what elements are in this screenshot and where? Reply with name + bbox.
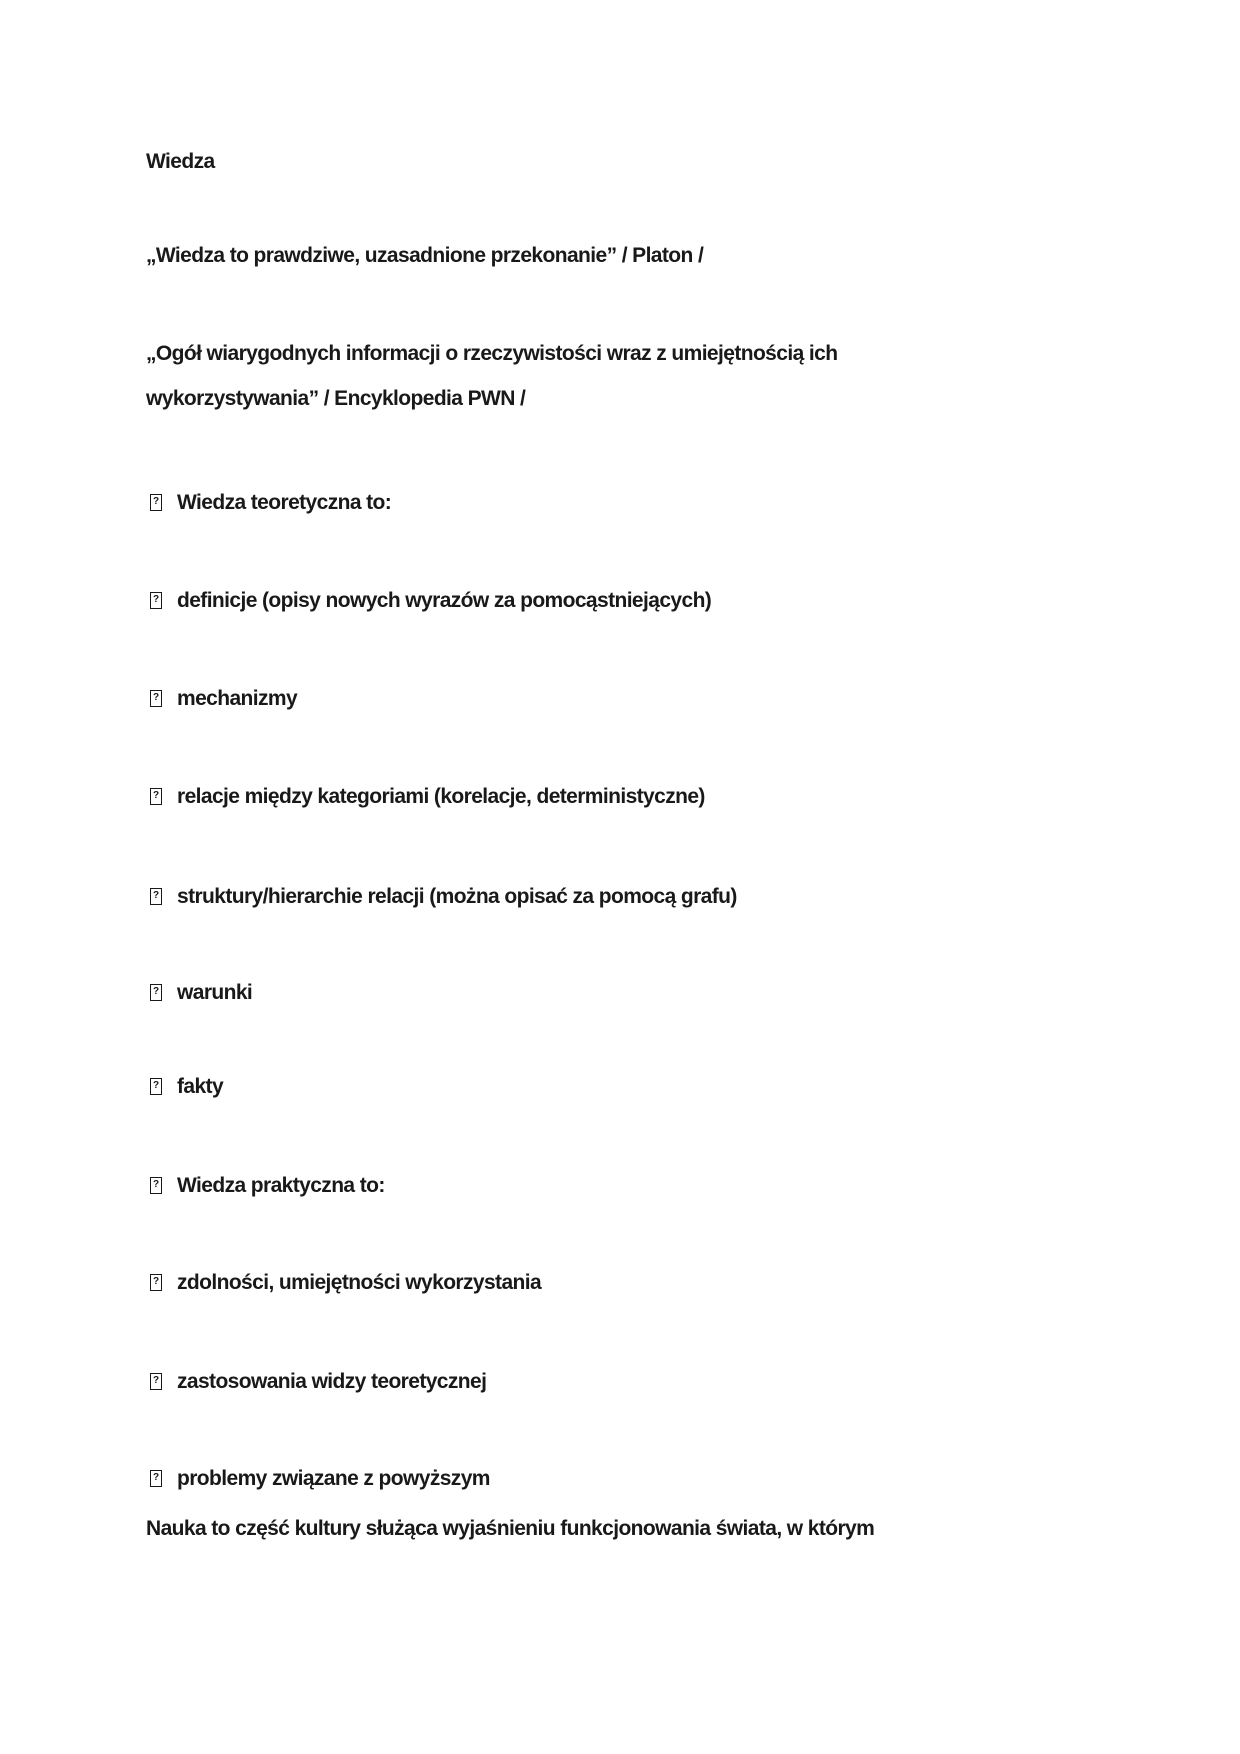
bullet-item-label: zastosowania widzy teoretycznej (177, 1370, 487, 1393)
missing-glyph-bullet-icon: ? (150, 1078, 162, 1095)
bullet-item-label: zdolności, umiejętności wykorzystania (177, 1271, 542, 1294)
bullet-item-label: fakty (177, 1075, 224, 1098)
missing-glyph-bullet-icon: ? (150, 1177, 162, 1194)
missing-glyph-bullet-icon: ? (150, 1470, 162, 1487)
list-item (150, 1270, 541, 1296)
bullet-item-label: Wiedza praktyczna to: (177, 1174, 385, 1197)
bullet-item-label: definicje (opisy nowych wyrazów za pomocąstniejących) (177, 589, 712, 612)
missing-glyph-bullet-icon: ? (150, 592, 162, 609)
list-item (150, 1074, 223, 1100)
bullet-item-label: problemy związane z powyższym (177, 1467, 490, 1490)
bullet-item-label: relacje między kategoriami (korelacje, deterministyczne) (177, 785, 705, 808)
missing-glyph-bullet-icon: ? (150, 494, 162, 511)
bullet-item-label: warunki (177, 981, 253, 1004)
missing-glyph-bullet-icon: ? (150, 788, 162, 805)
quote-pwn-line-2: wykorzystywania” / Encyklopedia PWN / (146, 387, 526, 410)
quote-platon: „Wiedza to prawdziwe, uzasadnione przekonanie” / Platon / (146, 244, 704, 267)
list-item (150, 1369, 486, 1395)
quote-pwn-line-1: „Ogół wiarygodnych informacji o rzeczywistości wraz z umiejętnością ich (146, 342, 838, 365)
missing-glyph-bullet-icon: ? (150, 690, 162, 707)
bullet-item-label: Wiedza teoretyczna to: (177, 491, 392, 514)
list-item (150, 588, 711, 614)
missing-glyph-bullet-icon: ? (150, 1274, 162, 1291)
list-item (150, 686, 297, 712)
bullet-item-label: mechanizmy (177, 687, 298, 710)
list-item (150, 980, 252, 1006)
list-item (150, 1173, 385, 1199)
missing-glyph-bullet-icon: ? (150, 984, 162, 1001)
list-item (150, 1466, 490, 1492)
page-title: Wiedza (146, 150, 215, 173)
list-item (150, 490, 391, 516)
list-item (150, 784, 705, 810)
closing-sentence: Nauka to część kultury służąca wyjaśnieniu funkcjonowania świata, w którym (146, 1517, 875, 1540)
bullet-item-label: struktury/hierarchie relacji (można opisać za pomocą grafu) (177, 885, 737, 908)
list-item (150, 884, 737, 910)
missing-glyph-bullet-icon: ? (150, 888, 162, 905)
missing-glyph-bullet-icon: ? (150, 1373, 162, 1390)
